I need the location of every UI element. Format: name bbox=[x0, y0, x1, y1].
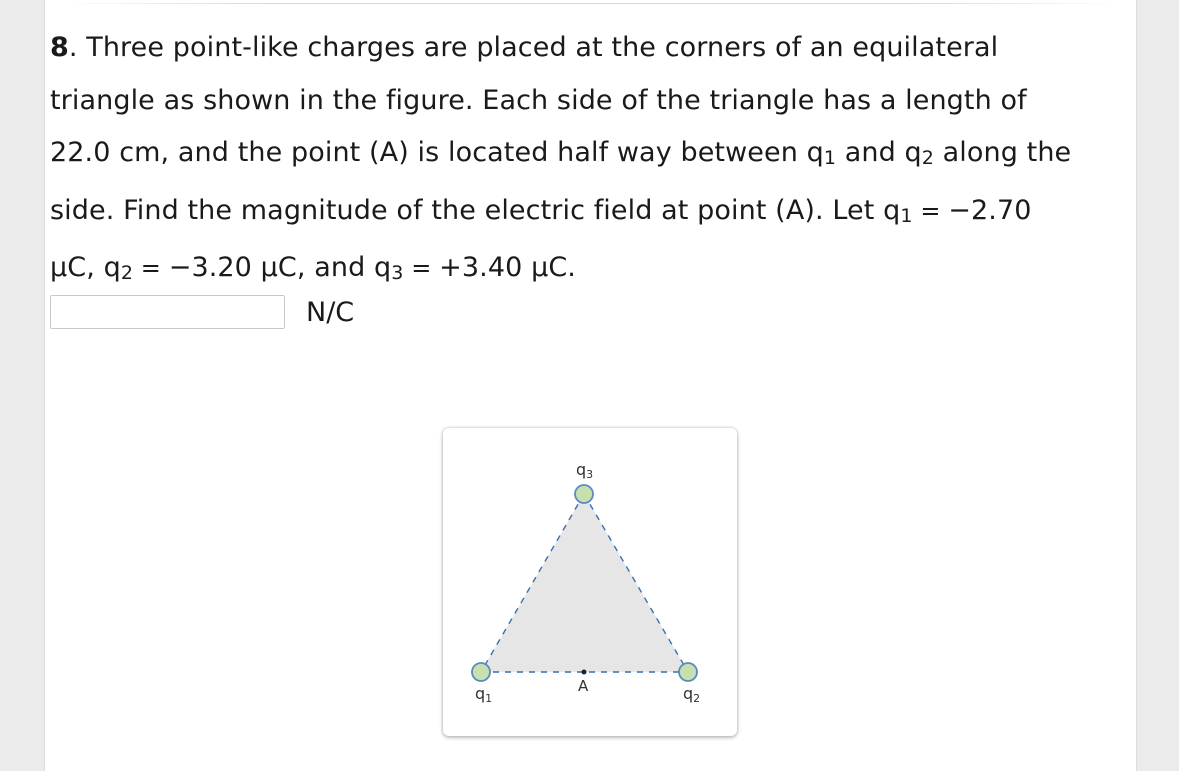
question-line-1: 8. Three point-like charges are placed at the corners of an equilateral bbox=[50, 32, 999, 63]
question-number: 8 bbox=[50, 32, 69, 63]
point-a-dot bbox=[582, 670, 587, 675]
label-q2: q2 bbox=[683, 684, 701, 705]
answer-unit: N/C bbox=[306, 296, 355, 328]
label-a: A bbox=[578, 677, 589, 695]
label-q1: q1 bbox=[475, 684, 493, 705]
question-line-3: 22.0 cm, and the point (A) is located half way between q1 and q2 along the bbox=[50, 137, 1072, 169]
label-q3: q3 bbox=[576, 460, 594, 481]
question-line-5: μC, q2 = −3.20 μC, and q3 = +3.40 μC. bbox=[50, 252, 576, 284]
triangle-figure bbox=[443, 428, 737, 736]
triangle-area bbox=[481, 494, 688, 672]
charge-q1 bbox=[472, 663, 490, 681]
question-text bbox=[50, 22, 1135, 300]
triangle-diagram bbox=[443, 428, 737, 736]
question-line-4: side. Find the magnitude of the electric field at point (A). Let q1 = −2.70 bbox=[50, 194, 1032, 227]
answer-row bbox=[50, 295, 354, 329]
top-divider bbox=[60, 3, 1120, 4]
question-line-2: triangle as shown in the figure. Each side of the triangle has a length of bbox=[50, 84, 1027, 116]
answer-input[interactable] bbox=[50, 295, 285, 329]
charge-q3 bbox=[575, 485, 593, 503]
charge-q2 bbox=[679, 663, 697, 681]
